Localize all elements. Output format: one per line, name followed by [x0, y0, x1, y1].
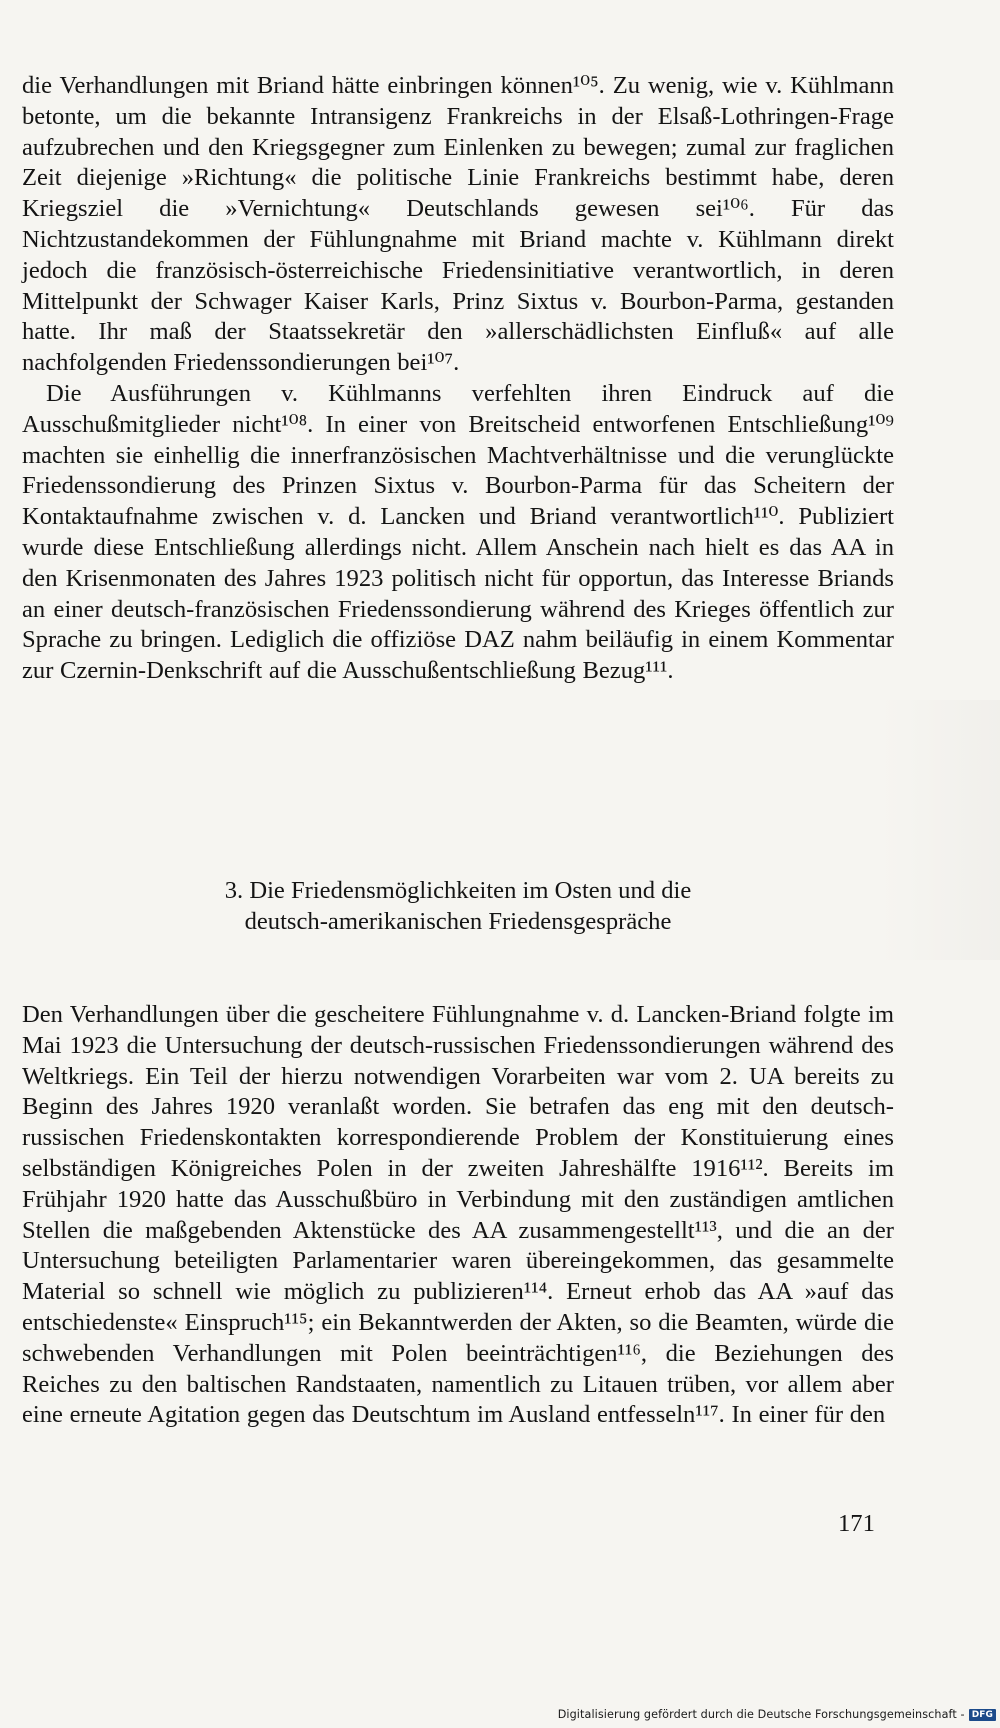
page-shadow [880, 700, 1000, 960]
section-heading-line: deutsch-amerikanischen Friedensgespräche [244, 908, 672, 935]
page-number: 171 [838, 1510, 875, 1537]
section-heading [22, 875, 894, 937]
text-block-upper [22, 71, 894, 687]
section-heading-line: 3. Die Friedensmöglichkeiten im Osten und die [224, 877, 692, 904]
paragraph: die Verhandlungen mit Briand hätte einbringen können¹⁰⁵. Zu wenig, wie v. Kühlmann betonte, um die bekannte Intransigenz Frankreichs in der Elsaß-Lothringen-Frage aufzubrechen und den Kriegsgegner zum Einlenken zu bewegen; zumal zur fraglichen Zeit diejenige »Richtung« die politische Linie Frankreichs bestimmt habe, deren Kriegsziel die »Vernichtung« Deutschlands gewesen sei¹⁰⁶. Für das Nichtzustandekommen der Fühlungnahme mit Briand machte v. Kühlmann direkt jedoch die französisch-österreichische Friedensinitiative verantwortlich, in deren Mittelpunkt der Schwager Kaiser Karls, Prinz Sixtus v. Bourbon-Parma, gestanden hatte. Ihr maß der Staatssekretär den »allerschädlichsten Einfluß« auf alle nachfolgenden Friedenssondierungen bei¹⁰⁷. [22, 72, 894, 377]
paragraph: Die Ausführungen v. Kühlmanns verfehlten ihren Eindruck auf die Ausschußmitglieder nicht¹⁰⁸. In einer von Breitscheid entworfenen Entschließung¹⁰⁹ machten sie einhellig die innerfranzösischen Machtverhältnisse und die verunglückte Friedenssondierung des Prinzen Sixtus v. Bourbon-Parma für das Scheitern der Kontaktaufnahme zwischen v. d. Lancken und Briand verantwortlich¹¹⁰. Publiziert wurde diese Entschließung allerdings nicht. Allem Anschein nach hielt es das AA in den Krisenmonaten des Jahres 1923 politisch nicht für opportun, das Interesse Briands an einer deutsch-französischen Friedenssondierung während des Krieges öffentlich zur Sprache zu bringen. Lediglich die offiziöse DAZ nahm beiläufig in einem Kommentar zur Czernin-Denkschrift auf die Ausschußentschließung Bezug¹¹¹. [22, 379, 894, 685]
text-block-lower [22, 1000, 894, 1431]
digitization-footer [558, 1708, 996, 1721]
dfg-logo: DFG [969, 1709, 996, 1721]
footer-text: Digitalisierung gefördert durch die Deutsche Forschungsgemeinschaft - [557, 1708, 965, 1721]
paragraph: Den Verhandlungen über die gescheitere Fühlungnahme v. d. Lancken-Briand folgte im Mai 1923 die Untersuchung der deutsch-russischen Friedenssondierungen während des Weltkriegs. Ein Teil der hierzu notwendigen Vorarbeiten war vom 2. UA bereits zu Beginn des Jahres 1920 veranlaßt worden. Sie betrafen das eng mit den deutsch-russischen Friedenskontakten korrespondierende Problem der Konstituierung eines selbständigen Königreiches Polen in der zweiten Jahreshälfte 1916¹¹². Bereits im Frühjahr 1920 hatte das Ausschußbüro in Verbindung mit den zuständigen amtlichen Stellen die maßgebenden Aktenstücke des AA zusammengestellt¹¹³, und die an der Untersuchung beteiligten Parlamentarier waren übereingekommen, das gesammelte Material so schnell wie möglich zu publizieren¹¹⁴. Erneut erhob das AA »auf das entschiedenste« Einspruch¹¹⁵; ein Bekanntwerden der Akten, so die Beamten, würde die schwebenden Verhandlungen mit Polen beeinträchtigen¹¹⁶, die Beziehungen des Reiches zu den baltischen Randstaaten, namentlich zu Litauen trüben, vor allem aber eine erneute Agitation gegen das Deutschtum im Ausland entfesseln¹¹⁷. In einer für den [22, 1001, 894, 1429]
